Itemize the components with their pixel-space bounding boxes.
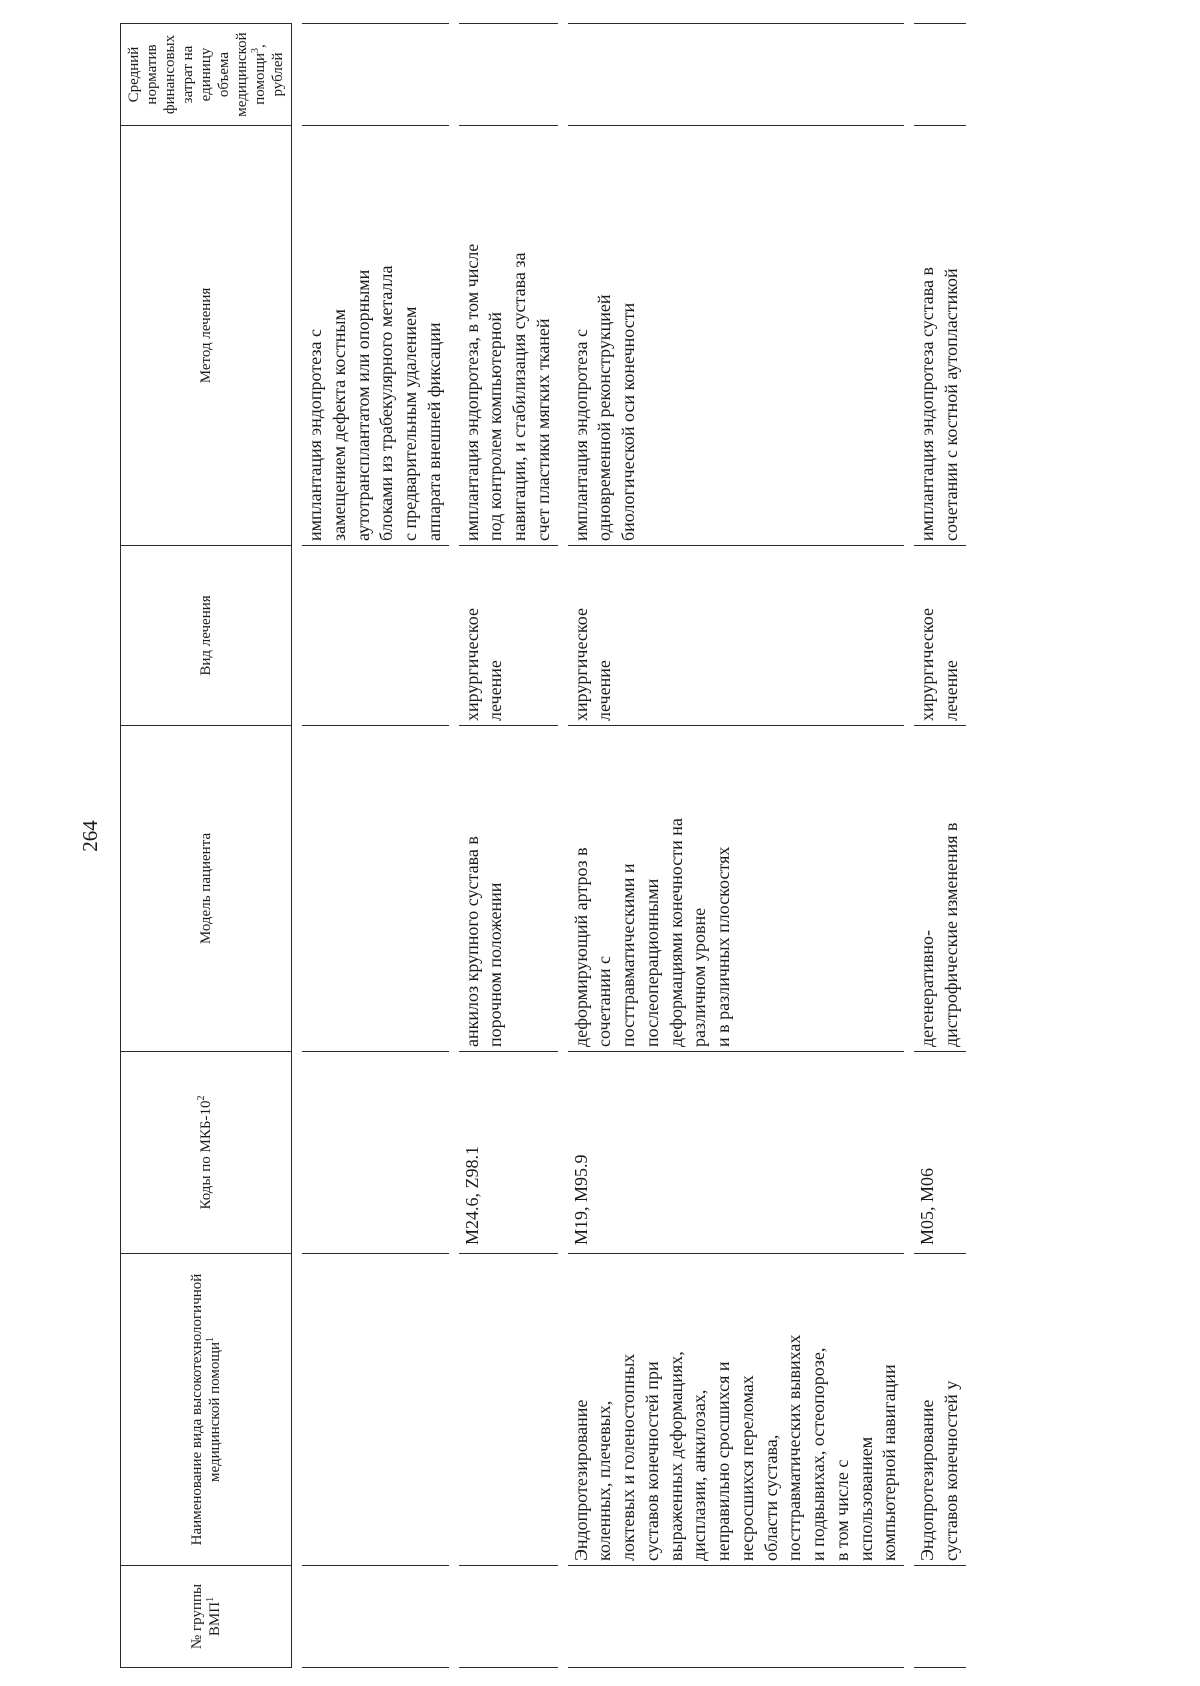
table-row xyxy=(568,24,905,1668)
cell-group-no xyxy=(914,1566,966,1668)
header-treatment-kind: Вид лечения xyxy=(121,546,292,726)
table-row xyxy=(302,24,449,1668)
header-treatment-method: Метод лечения xyxy=(121,126,292,546)
cell-treatment-kind xyxy=(302,546,449,726)
cell-treatment-method: имплантация эндопротеза с одновременной реконструкцией биологической оси конечности xyxy=(568,126,905,546)
table-header-row xyxy=(121,24,292,1668)
cell-vmp-name xyxy=(302,1254,449,1566)
header-gap xyxy=(292,24,303,1668)
cell-vmp-name: Эндопротезирование коленных, плечевых, локтевых и голеностопных суставов конечностей при выраженных деформациях, дисплазии, анкилозах, неправильно сросшихся и несросшихся переломах области сустава, посттравматических вывихах и подвывихах, остеопорозе, в том числе с использованием компьютерной навигации xyxy=(568,1254,905,1566)
cell-icd-codes: M19, M95.9 xyxy=(568,1052,905,1254)
cell-icd-codes xyxy=(302,1052,449,1254)
cell-cost xyxy=(914,24,966,126)
cell-patient-model xyxy=(302,726,449,1052)
header-vmp-name: Наименование вида высокотехнологичной медицинской помощи$^1$ xyxy=(121,1254,292,1566)
header-icd-codes: Коды по МКБ-$10^2$ xyxy=(121,1052,292,1254)
cell-group-no xyxy=(459,1566,558,1668)
cell-treatment-kind: хирургическое лечение xyxy=(914,546,966,726)
cell-icd-codes: M24.6, Z98.1 xyxy=(459,1052,558,1254)
row-gap xyxy=(904,24,914,1668)
cell-cost xyxy=(302,24,449,126)
table-row xyxy=(914,24,966,1668)
cell-treatment-method: имплантация эндопротеза, в том числе под контролем компьютерной навигации, и стабилизация сустава за счет пластики мягких тканей xyxy=(459,126,558,546)
cell-group-no xyxy=(302,1566,449,1668)
cell-group-no xyxy=(568,1566,905,1668)
cell-cost xyxy=(459,24,558,126)
header-patient-model: Модель пациента xyxy=(121,726,292,1052)
cell-icd-codes: M05, M06 xyxy=(914,1052,966,1254)
cell-treatment-kind: хирургическое лечение xyxy=(459,546,558,726)
row-gap xyxy=(449,24,459,1668)
header-group-no: № группы ВМП$^1$ xyxy=(121,1566,292,1668)
cell-treatment-method: имплантация эндопротеза сустава в сочетании с костной аутопластикой xyxy=(914,126,966,546)
table-row xyxy=(459,24,558,1668)
cell-patient-model: деформирующий артроз в сочетании с посттравматическими и послеоперационными деформациями конечности на различном уровне и в различных плоскостях xyxy=(568,726,905,1052)
row-gap xyxy=(558,24,568,1668)
cell-treatment-kind: хирургическое лечение xyxy=(568,546,905,726)
vmp-table xyxy=(120,23,966,1668)
cell-cost xyxy=(568,24,905,126)
cell-patient-model: анкилоз крупного сустава в порочном положении xyxy=(459,726,558,1052)
page-number: 264 xyxy=(78,820,102,852)
header-cost-standard: Средний норматив финансовых затрат на единицу объема медицинской помощи$^3$, рублей xyxy=(121,24,292,126)
cell-patient-model: дегенеративно- дистрофические изменения в xyxy=(914,726,966,1052)
cell-vmp-name: Эндопротезирование суставов конечностей у xyxy=(914,1254,966,1566)
cell-treatment-method: имплантация эндопротеза с замещением дефекта костным аутотрансплантатом или опорными блоками из трабекулярного металла с предварительным удалением аппарата внешней фиксации xyxy=(302,126,449,546)
cell-vmp-name xyxy=(459,1254,558,1566)
